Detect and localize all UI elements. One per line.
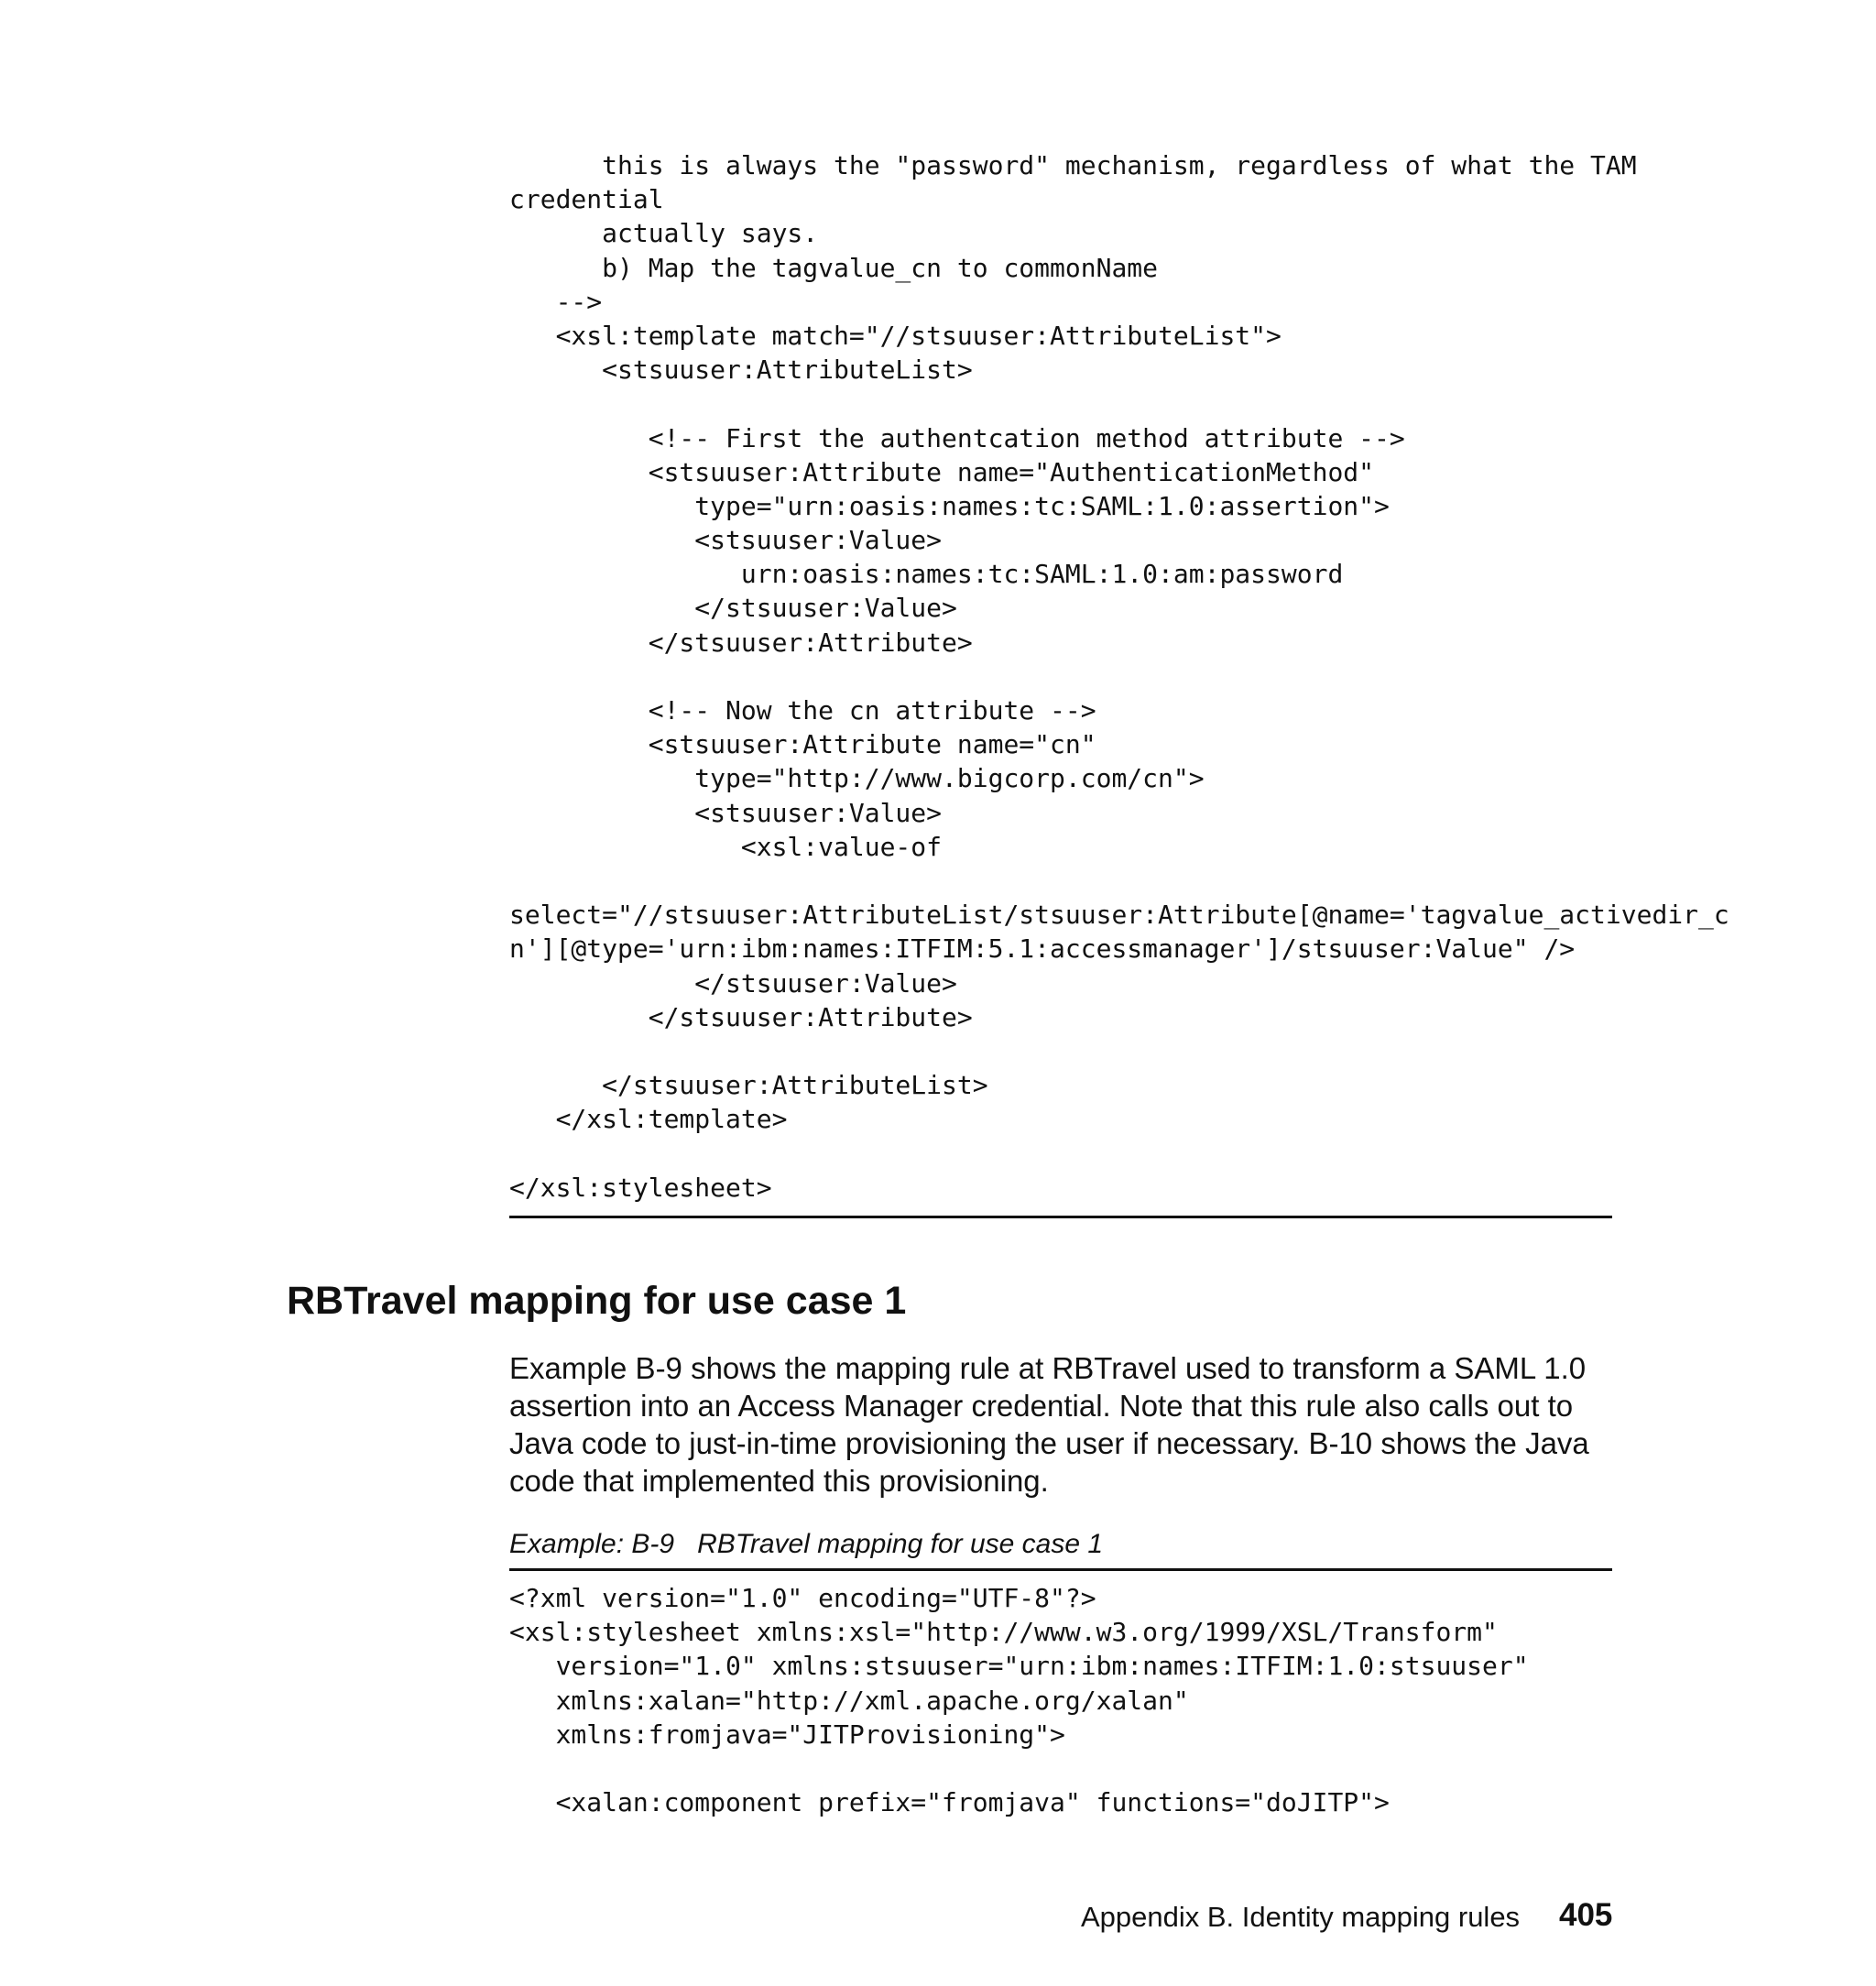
code-line: <xsl:template match="//stsuuser:AttributeList">: [509, 320, 1282, 351]
example-caption: Example: B-9 RBTravel mapping for use case 1: [509, 1529, 1104, 1559]
code-line: <!-- Now the cn attribute -->: [509, 695, 1096, 726]
section-heading: RBTravel mapping for use case 1: [287, 1279, 907, 1323]
code-line: [509, 864, 1612, 898]
code-line: version="1.0" xmlns:stsuuser="urn:ibm:names:ITFIM:1.0:stsuuser": [509, 1651, 1529, 1682]
code-line: </stsuuser:AttributeList>: [509, 1070, 988, 1101]
code-line: xmlns:xalan="http://xml.apache.org/xalan": [509, 1685, 1189, 1716]
code-listing-example-b9: [509, 1581, 1612, 1819]
page-number: 405: [1559, 1897, 1613, 1933]
code-line: xmlns:fromjava="JITProvisioning">: [509, 1719, 1065, 1750]
code-line: <stsuuser:Value>: [509, 797, 943, 828]
footer-chapter-title: Appendix B. Identity mapping rules: [1081, 1901, 1521, 1933]
code-line: [509, 1136, 1612, 1170]
code-line: <xsl:value-of: [509, 831, 943, 862]
code-line: n'][@type='urn:ibm:names:ITFIM:5.1:accessmanager']/stsuuser:Value" />: [509, 933, 1576, 965]
code-line: </stsuuser:Value>: [509, 967, 957, 998]
code-line: <stsuuser:Attribute name="cn": [509, 729, 1096, 760]
code-line: b) Map the tagvalue_cn to commonName: [509, 252, 1159, 283]
section-paragraph: Example B-9 shows the mapping rule at RBTravel used to transform a SAML 1.0 assertion into an Access Manager credential. Note that this rule also calls out to Java code to just-in-time provisioning the user if necessary. B-10 shows the Java code that implemented this provisioning.: [509, 1351, 1589, 1498]
code-line: </stsuuser:Attribute>: [509, 627, 973, 658]
caption-rule: [509, 1568, 1612, 1571]
code-line: </xsl:stylesheet>: [509, 1172, 772, 1203]
code-line: actually says.: [509, 218, 819, 249]
code-line: <stsuuser:Value>: [509, 525, 943, 556]
code-line: <!-- First the authentcation method attribute -->: [509, 422, 1405, 453]
code-line: [509, 660, 1612, 693]
code-line: select="//stsuuser:AttributeList/stsuuser:Attribute[@name='tagvalue_activedir_c: [509, 900, 1729, 931]
code-line: urn:oasis:names:tc:SAML:1.0:am:password: [509, 559, 1344, 590]
code-line: </xsl:template>: [509, 1104, 788, 1135]
code-end-rule: [509, 1216, 1612, 1218]
code-listing-continued: [509, 148, 1729, 1205]
code-line: <xalan:component prefix="fromjava" functions="doJITP">: [509, 1787, 1390, 1818]
code-line: credential: [509, 184, 664, 215]
code-line: </stsuuser:Attribute>: [509, 1001, 973, 1032]
code-line: type="http://www.bigcorp.com/cn">: [509, 763, 1205, 794]
code-line: </stsuuser:Value>: [509, 593, 957, 624]
code-line: [509, 387, 1612, 420]
code-line: <?xml version="1.0" encoding="UTF-8"?>: [509, 1583, 1096, 1613]
code-line: <stsuuser:Attribute name="AuthenticationMethod": [509, 456, 1375, 487]
code-line: [509, 1751, 1612, 1785]
code-line: <stsuuser:AttributeList>: [509, 355, 973, 386]
code-line: [509, 1034, 1612, 1068]
code-line: <xsl:stylesheet xmlns:xsl="http://www.w3.org/1999/XSL/Transform": [509, 1617, 1498, 1648]
code-line: this is always the "password" mechanism, regardless of what the TAM: [509, 150, 1637, 180]
code-line: -->: [509, 286, 603, 317]
code-line: type="urn:oasis:names:tc:SAML:1.0:assertion">: [509, 490, 1390, 521]
